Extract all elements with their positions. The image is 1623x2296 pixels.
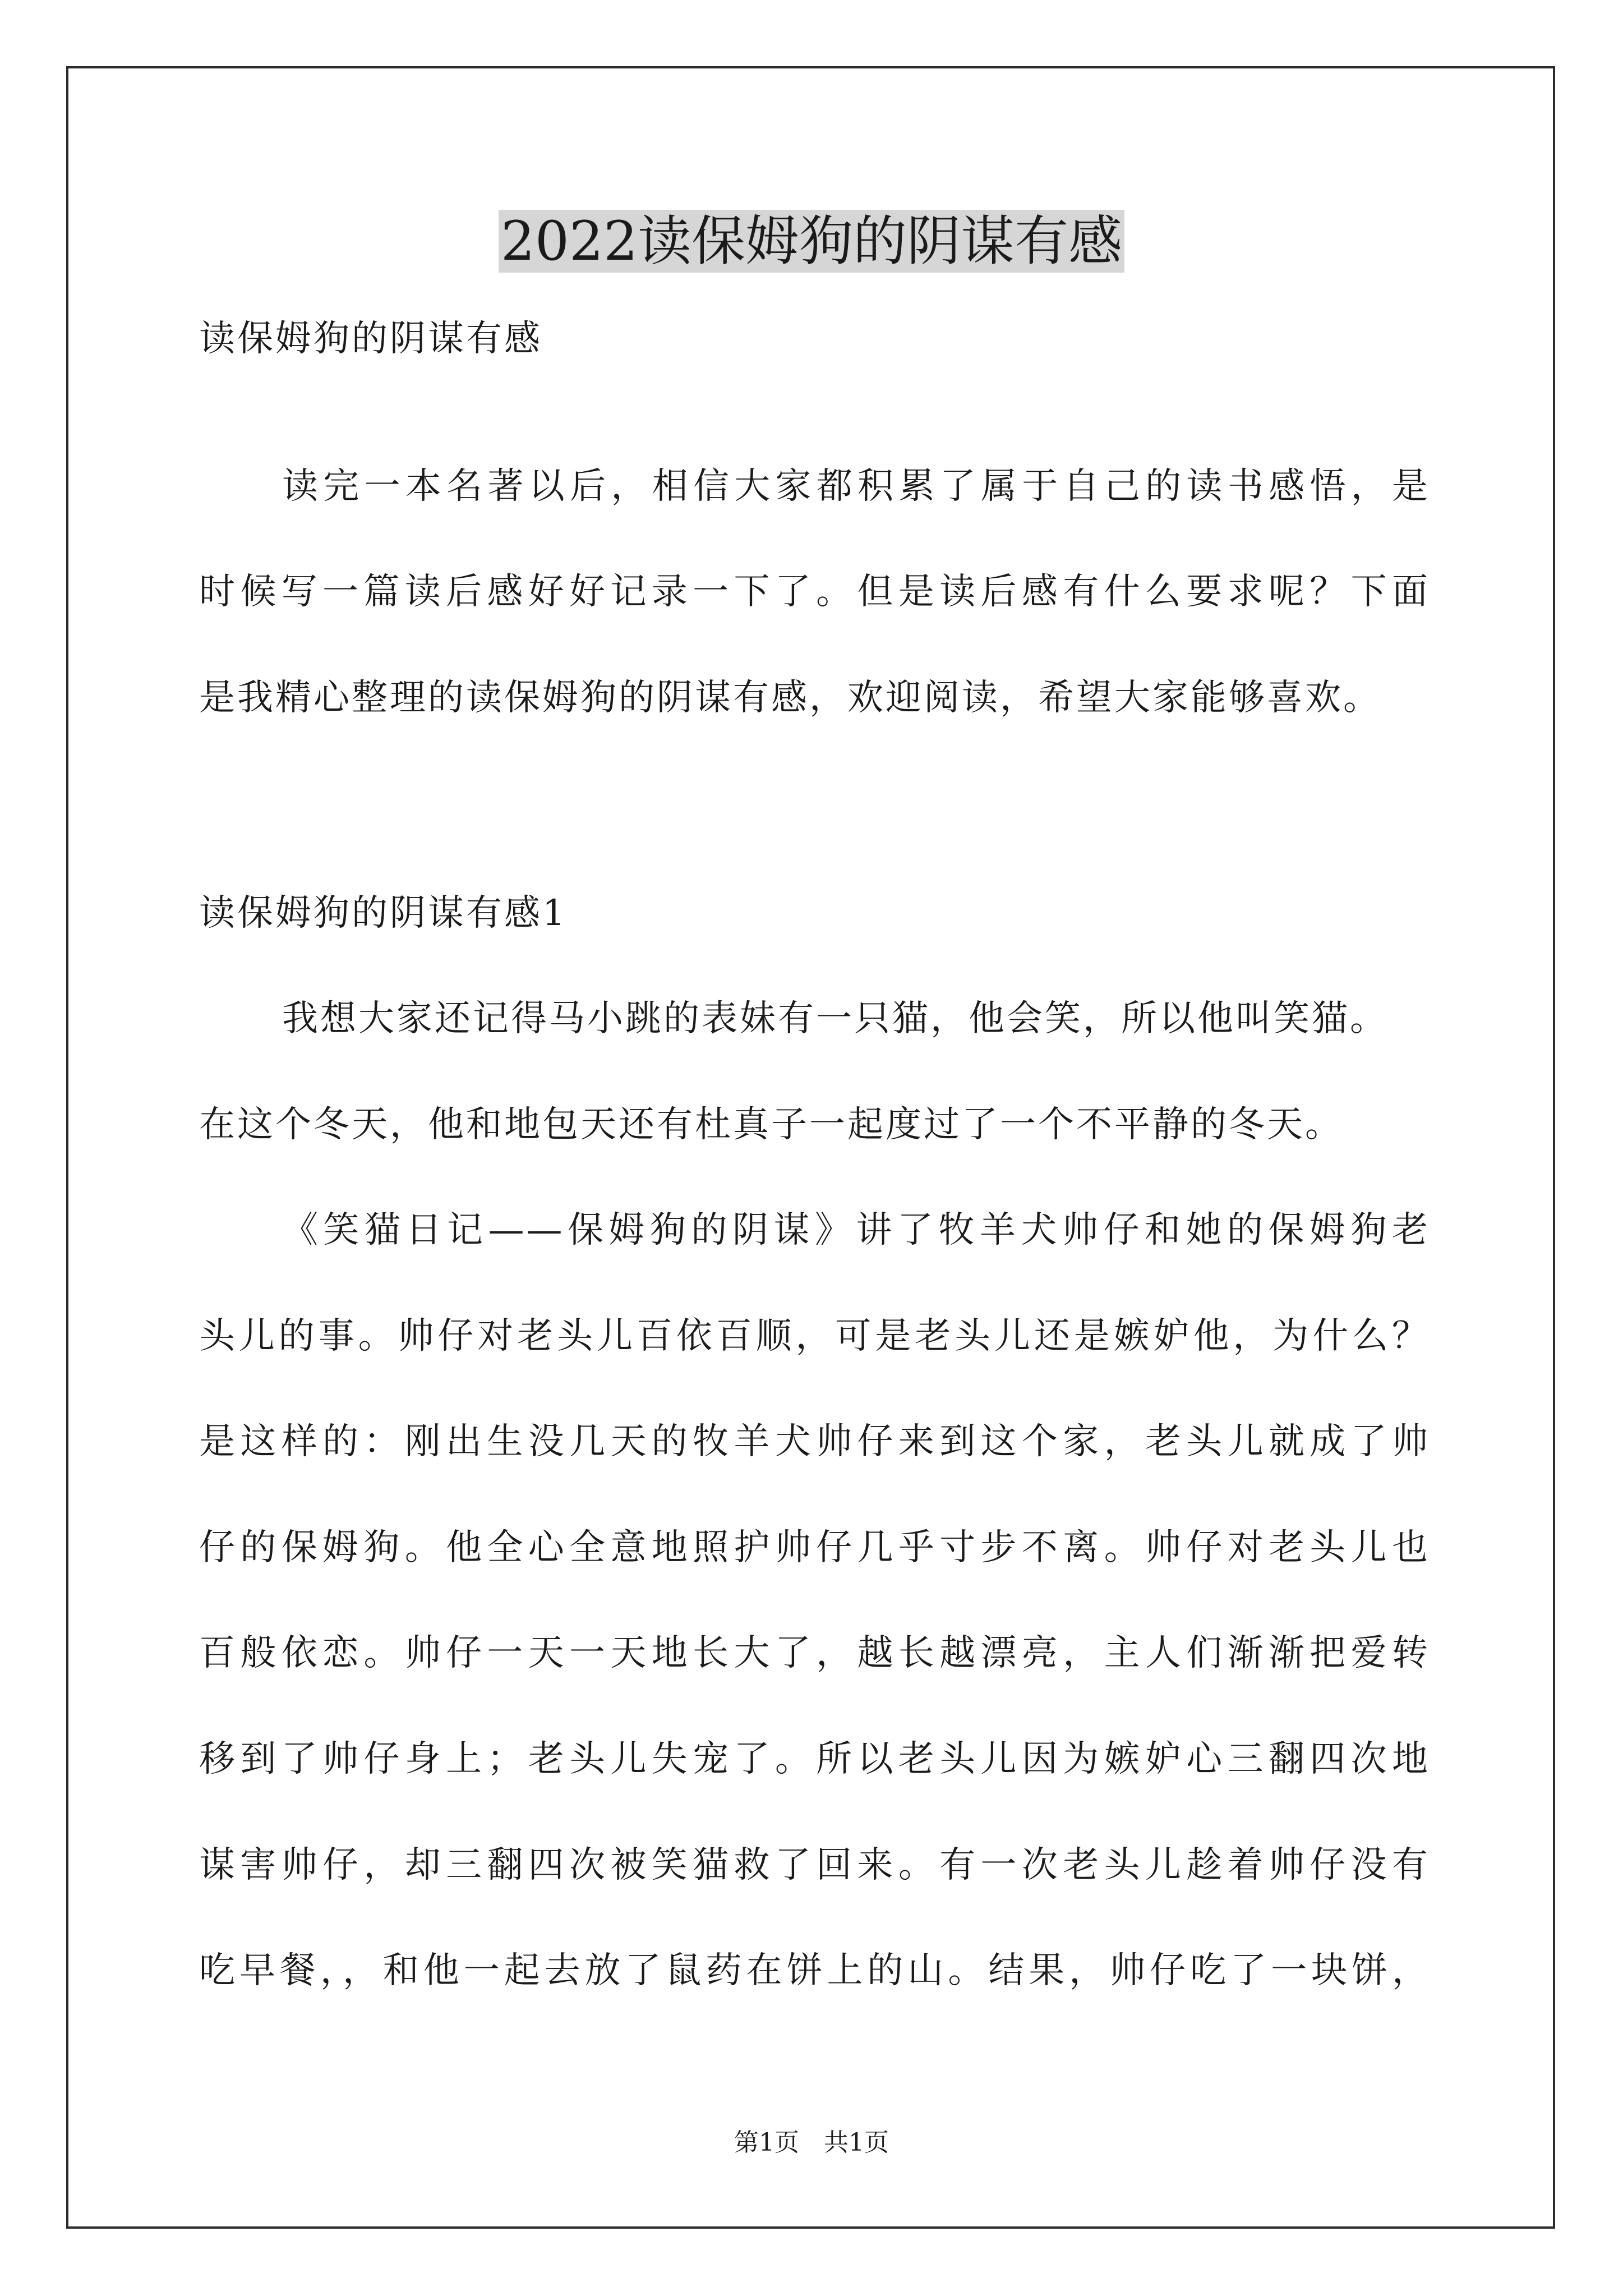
document-title (0, 202, 1623, 280)
para2-line-1: 《笑猫日记——保姆狗的阴谋》讲了牧羊犬帅仔和她的保姆狗老 (282, 1209, 1430, 1251)
section-heading-1: 读保姆狗的阴谋有感1 (199, 892, 568, 934)
para2-line-4: 仔的保姆狗。他全心全意地照护帅仔几乎寸步不离。帅仔对老头儿也 (199, 1527, 1430, 1568)
para1-line-2: 在这个冬天，他和地包天还有杜真子一起度过了一个不平静的冬天。 (199, 1104, 1343, 1145)
para2-line-3: 是这样的：刚出生没几天的牧羊犬帅仔来到这个家，老头儿就成了帅 (199, 1421, 1430, 1462)
para2-line-6: 移到了帅仔身上；老头儿失宠了。所以老头儿因为嫉妒心三翻四次地 (199, 1738, 1430, 1780)
document-title-text: 2022读保姆狗的阴谋有感 (499, 210, 1124, 273)
section-heading-intro: 读保姆狗的阴谋有感 (199, 318, 542, 360)
para1-line-1: 我想大家还记得马小跳的表妹有一只猫，他会笑，所以他叫笑猫。 (282, 998, 1388, 1039)
intro-line-1: 读完一本名著以后，相信大家都积累了属于自己的读书感悟，是 (282, 466, 1430, 507)
para2-line-5: 百般依恋。帅仔一天一天地长大了，越长越漂亮，主人们渐渐把爱转 (199, 1632, 1430, 1674)
page-footer: 第1页 共1页 (734, 2128, 889, 2157)
para2-line-7: 谋害帅仔，却三翻四次被笑猫救了回来。有一次老头儿趁着帅仔没有 (199, 1844, 1430, 1886)
para2-line-8: 吃早餐，，和他一起去放了鼠药在饼上的山。结果，帅仔吃了一块饼， (199, 1950, 1430, 1991)
para2-line-2: 头儿的事。帅仔对老头儿百依百顺，可是老头儿还是嫉妒他，为什么？ (199, 1315, 1430, 1357)
intro-line-2: 时候写一篇读后感好好记录一下了。但是读后感有什么要求呢？下面 (199, 571, 1430, 613)
intro-line-3: 是我精心整理的读保姆狗的阴谋有感，欢迎阅读，希望大家能够喜欢。 (199, 677, 1381, 719)
